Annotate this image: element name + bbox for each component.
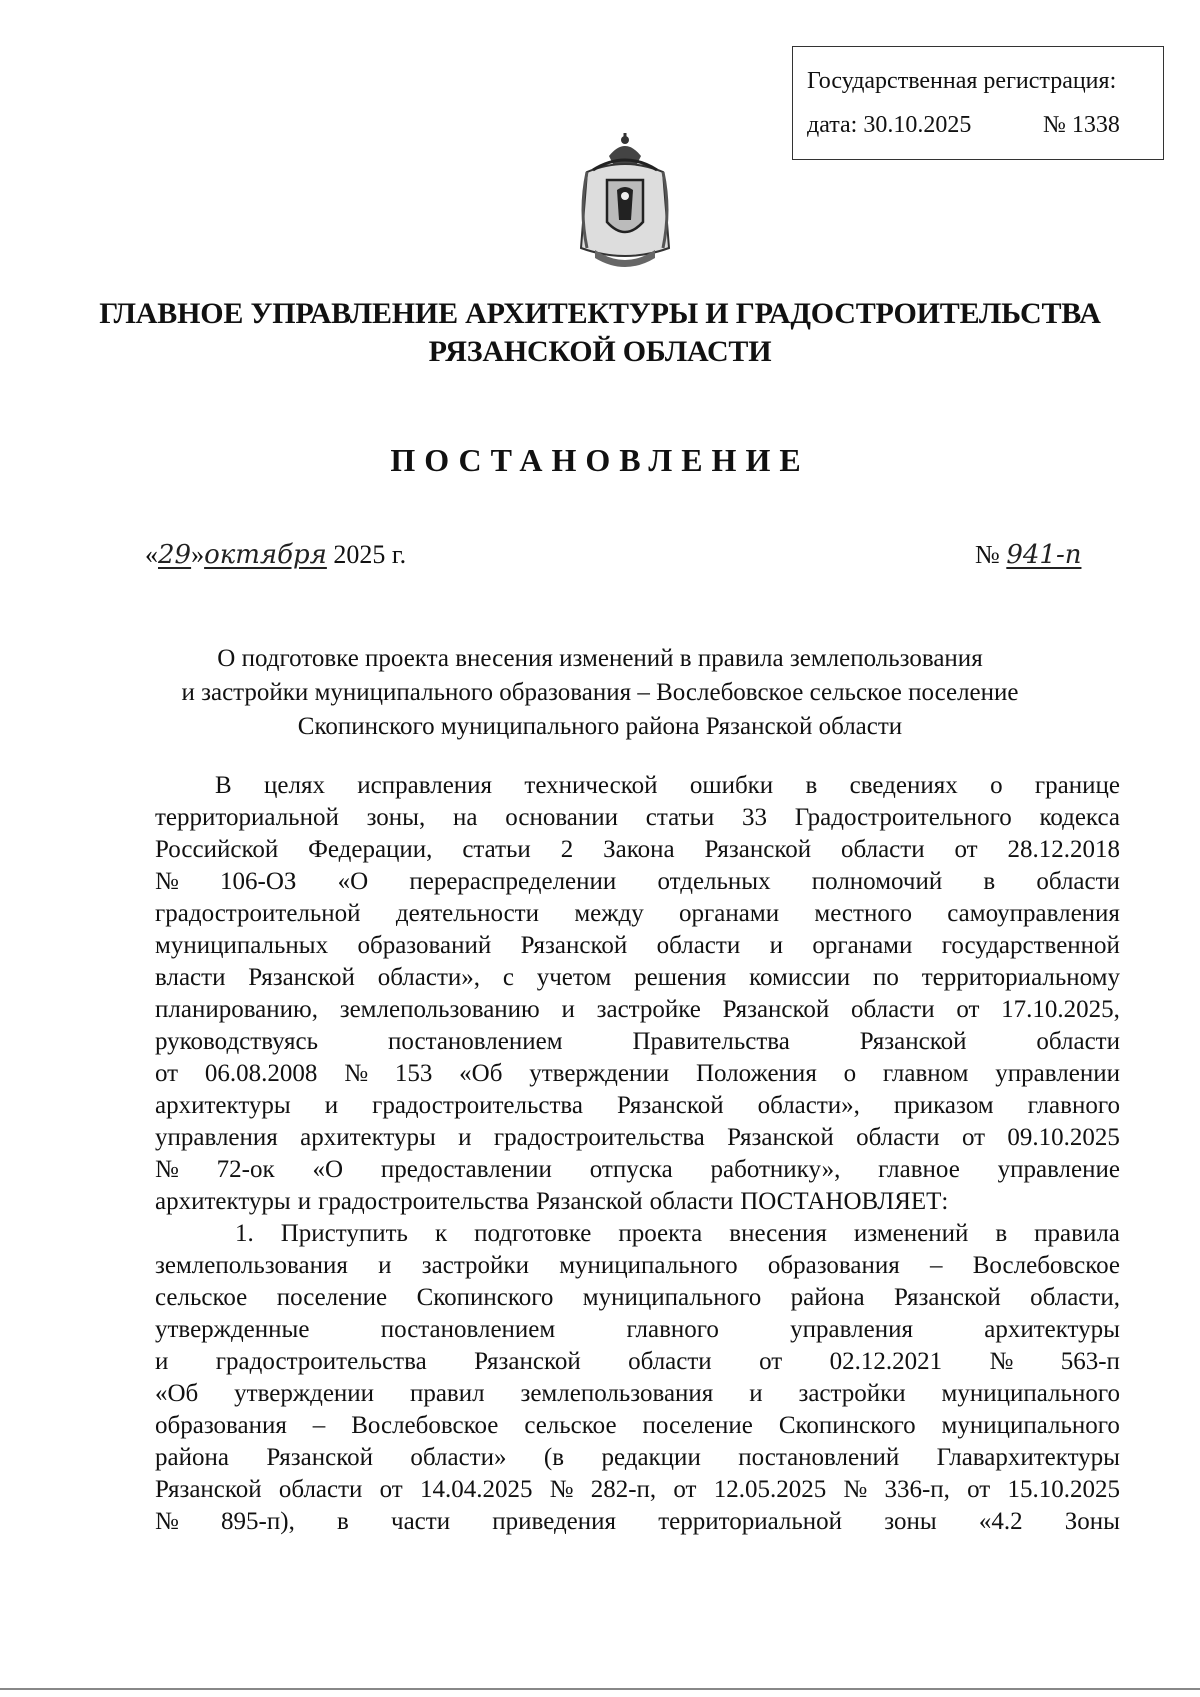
body-word: от [961,1124,986,1151]
body-line [155,1058,1120,1090]
body-word: «4.2 [978,1508,1023,1535]
body-word: полномочий [811,868,943,895]
body-line [155,770,1120,802]
body-word: 336-п, [884,1476,950,1503]
body-word: сельское [155,1284,248,1311]
body-word: от [967,1476,991,1503]
body-word: и [458,1124,472,1151]
body-word: 12.05.2025 [713,1476,827,1503]
body-word: деятельности [395,900,539,927]
body-word: области», [757,1092,860,1119]
body-word: 563-п [1060,1348,1120,1375]
body-word: статьи [462,836,531,863]
body-word: Российской [155,836,279,863]
body-word: Рязанской [616,1092,724,1119]
decree-date [145,540,406,570]
body-word: границе [1034,772,1120,799]
body-word: области [1036,1028,1120,1055]
body-word: от [673,1476,697,1503]
body-word: Закона [603,836,675,863]
registration-number: № 1338 [1043,112,1120,138]
body-word: управления [155,1124,278,1151]
body-word: 33 [742,804,768,831]
body-word: области [278,1476,363,1503]
body-word: перераспределении [409,868,617,895]
body-word: Положения [695,1060,817,1087]
body-word: управления [790,1316,913,1343]
body-word: части [391,1508,451,1535]
body-word: кодекса [1039,804,1120,831]
body-word: застройки [421,1252,529,1279]
body-word: «О [337,868,369,895]
body-word: между [574,900,644,927]
body-word: и [769,932,783,959]
body-word: 28.12.2018 [1007,836,1120,863]
body-word: 895-п), [221,1508,295,1535]
decree-number [975,540,1081,570]
number-prefix: № [975,540,1000,569]
body-word: муниципального [941,1412,1120,1439]
body-word: муниципального [941,1380,1120,1407]
body-word: области [649,1188,734,1215]
body-word: Скопинского [778,1412,916,1439]
body-word: Рязанской [155,1476,262,1503]
body-word: в [995,1220,1008,1247]
body-line [155,1250,1120,1282]
body-word: области [841,836,925,863]
body-word: № [344,1060,369,1087]
body-word: Зоны [1064,1508,1120,1535]
body-word: Градостроительного [794,804,1012,831]
body-line [155,1282,1120,1314]
body-line [155,1314,1120,1346]
date-open-quote: « [145,540,158,569]
body-word: и [749,1380,763,1407]
body-word: муниципального [559,1252,738,1279]
body-word: области [856,1124,940,1151]
body-word: Рязанской [722,996,830,1023]
registration-stamp [792,46,1164,160]
subject-line: и застройки муниципального образования – Вослебовское сельское поселение [181,679,1019,706]
body-line [155,1378,1120,1410]
body-word: сведениях [849,772,958,799]
body-word: образований [357,932,492,959]
body-word: Вослебовское [972,1252,1120,1279]
body-word: правил [409,1380,485,1407]
body-word: в [983,868,996,895]
body-word: «Об [459,1060,503,1087]
body-word: Федерации, [308,836,433,863]
body-line [155,1186,1120,1218]
subject-line: Скопинского муниципального района Рязанской области [297,713,903,740]
body-word: утверждении [529,1060,670,1087]
body-word: 17.10.2025, [1001,996,1120,1023]
body-word: землепользованию [339,996,540,1023]
body-word: главное [878,1156,960,1183]
body-word: на [452,804,478,831]
body-word: и [561,996,575,1023]
date-year: 2025 г. [333,540,407,569]
number-handwritten: 941-п [1006,540,1082,570]
body-line [155,1122,1120,1154]
body-word: решения [634,964,727,991]
body-word: государственной [941,932,1120,959]
body-word: 1. [235,1220,254,1247]
body-line [155,1410,1120,1442]
body-word: Главархитектуры [936,1444,1120,1471]
body-word: подготовке [474,1220,592,1247]
body-word: области», [377,964,481,991]
body-word: и [324,1092,339,1119]
body-word: с [502,964,514,991]
body-word: области» [410,1444,507,1471]
body-word: № [549,1476,574,1503]
body-word: «О [312,1156,344,1183]
body-word: 72-ок [216,1156,275,1183]
body-word: зоны, [366,804,426,831]
body-word: Рязанской [266,1444,374,1471]
body-word: исправления [357,772,493,799]
body-word: градостроительства [215,1348,427,1375]
body-word: основании [505,804,619,831]
body-word: утверждении [234,1380,375,1407]
decree-subject [0,642,1200,744]
body-word: 2 [560,836,574,863]
registration-date: дата: 30.10.2025 [807,112,972,138]
body-word: органами [812,932,913,959]
body-word: архитектуры [984,1316,1120,1343]
body-word: Рязанской [727,1124,834,1151]
body-word: 282-п, [590,1476,657,1503]
body-word: руководствуясь [155,1028,319,1055]
body-word: зоны [884,1508,937,1535]
body-word: правила [1034,1220,1120,1247]
body-word: области [851,996,935,1023]
body-line [155,1026,1120,1058]
body-word: района [155,1444,229,1471]
body-word: Рязанской [894,1284,1001,1311]
body-word: от [379,1476,403,1503]
body-word: архитектуры [155,1092,291,1119]
body-word: приказом [893,1092,994,1119]
body-word: В [215,772,232,799]
body-word: области [1036,868,1120,895]
body-word: управление [997,1156,1120,1183]
body-word: статьи [645,804,715,831]
body-word: поселение [642,1412,753,1439]
body-word: работнику», [710,1156,841,1183]
body-word: утвержденные [155,1316,310,1343]
body-word: области [628,1348,712,1375]
body-word: – [930,1252,943,1279]
body-word: и [155,1348,169,1375]
body-word: планированию, [155,996,318,1023]
body-word: от [956,996,980,1023]
body-word: 09.10.2025 [1007,1124,1120,1151]
body-word: землепользования [155,1252,348,1279]
body-word: землепользования [520,1380,714,1407]
body-word: района [790,1284,865,1311]
body-word: Рязанской [248,964,355,991]
body-word: территориальному [921,964,1120,991]
body-word: 153 [394,1060,433,1087]
body-word: архитектуры [300,1124,436,1151]
body-word: градостроительной [155,900,361,927]
body-word: муниципального [582,1284,762,1311]
body-word: 14.04.2025 [419,1476,533,1503]
body-word: по [873,964,899,991]
body-word: внесения [729,1220,827,1247]
body-word: – [312,1412,326,1439]
body-line [155,1154,1120,1186]
body-word: области [656,932,741,959]
body-word: территориальной [155,804,339,831]
body-word: Рязанской [536,1188,643,1215]
body-word: и [378,1252,392,1279]
body-word: 02.12.2021 [829,1348,943,1375]
subject-line: О подготовке проекта внесения изменений в правила землепользования [217,645,983,672]
body-line [155,962,1120,994]
body-line [155,930,1120,962]
date-day-handwritten: 29 [158,540,192,570]
body-word: № [155,1508,179,1535]
body-word: главного [1027,1092,1120,1119]
body-word: Рязанской [520,932,628,959]
body-word: к [434,1220,448,1247]
body-word: Рязанской [704,836,812,863]
body-word: муниципальных [155,932,329,959]
body-line [155,898,1120,930]
organization-name-line1: ГЛАВНОЕ УПРАВЛЕНИЕ АРХИТЕКТУРЫ И ГРАДОСТРОИТЕЛЬСТВА [99,297,1101,330]
body-word: ошибки [689,772,774,799]
body-line [155,1442,1120,1474]
body-word: постановлений [738,1444,900,1471]
body-word: управлении [995,1060,1120,1087]
body-word: органами [679,900,780,927]
body-word: предоставлении [380,1156,552,1183]
body-word: проекта [618,1220,703,1247]
body-word: отпуска [589,1156,673,1183]
body-word: от [954,836,978,863]
body-word: ПОСТАНОВЛЯЕТ: [740,1188,949,1215]
body-line [155,1474,1120,1506]
body-line [155,1218,1120,1250]
body-word: главном [882,1060,969,1087]
body-word: Правительства [632,1028,790,1055]
body-word: Приступить [280,1220,408,1247]
body-word: комиссии [749,964,851,991]
body-word: № [155,1156,179,1183]
body-word: Вослебовское [351,1412,499,1439]
body-word: постановлением [388,1028,563,1055]
body-word: главного [626,1316,719,1343]
body-word: постановлением [380,1316,556,1343]
registration-title: Государственная регистрация: [807,68,1117,94]
body-word: градостроительства [318,1188,529,1215]
body-word: власти [155,964,226,991]
body-line [155,1346,1120,1378]
body-word: области, [1030,1284,1120,1311]
body-word: № [843,1476,868,1503]
body-line [155,802,1120,834]
body-word: № [989,1348,1014,1375]
body-word: № [155,868,179,895]
body-word: «Об [155,1380,199,1407]
decree-body [155,770,1120,1538]
body-word: 15.10.2025 [1007,1476,1120,1503]
body-word: образования [155,1412,287,1439]
body-word: самоуправления [947,900,1120,927]
body-word: застройки [798,1380,906,1407]
body-word: в [805,772,818,799]
body-word: 06.08.2008 [204,1060,318,1087]
body-word: сельское [524,1412,617,1439]
body-word: (в [543,1444,565,1471]
organization-name-line2: РЯЗАНСКОЙ ОБЛАСТИ [428,335,772,368]
body-line [155,1090,1120,1122]
body-line [155,1506,1120,1538]
body-word: о [990,772,1003,799]
body-word: редакции [601,1444,701,1471]
body-word: градостроительства [372,1092,583,1119]
body-word: и [297,1188,312,1215]
body-word: целях [264,772,325,799]
body-word: Рязанской [859,1028,967,1055]
date-close-quote: » [191,540,205,569]
body-word: от [155,1060,179,1087]
body-word: приведения [492,1508,617,1535]
body-word: учетом [536,964,612,991]
coat-of-arms-icon [565,130,685,280]
body-word: от [759,1348,783,1375]
body-word: изменений [853,1220,969,1247]
body-line [155,994,1120,1026]
body-word: 106-ОЗ [220,868,297,895]
body-word: архитектуры [155,1188,291,1215]
body-word: поселение [276,1284,388,1311]
body-word: территориальной [658,1508,843,1535]
body-word: образования [767,1252,900,1279]
page-bottom-rule [0,1688,1200,1690]
body-word: застройке [596,996,701,1023]
body-word: отдельных [657,868,771,895]
body-word: градостроительства [493,1124,705,1151]
body-word: в [337,1508,349,1535]
document-type-heading: ПОСТАНОВЛЕНИЕ [390,442,810,478]
body-line [155,866,1120,898]
body-word: технической [524,772,658,799]
body-word: местного [814,900,912,927]
body-word: о [843,1060,857,1087]
body-line [155,834,1120,866]
date-month-handwritten: октября [204,540,327,570]
body-word: Скопинского [416,1284,554,1311]
body-word: Рязанской [474,1348,581,1375]
